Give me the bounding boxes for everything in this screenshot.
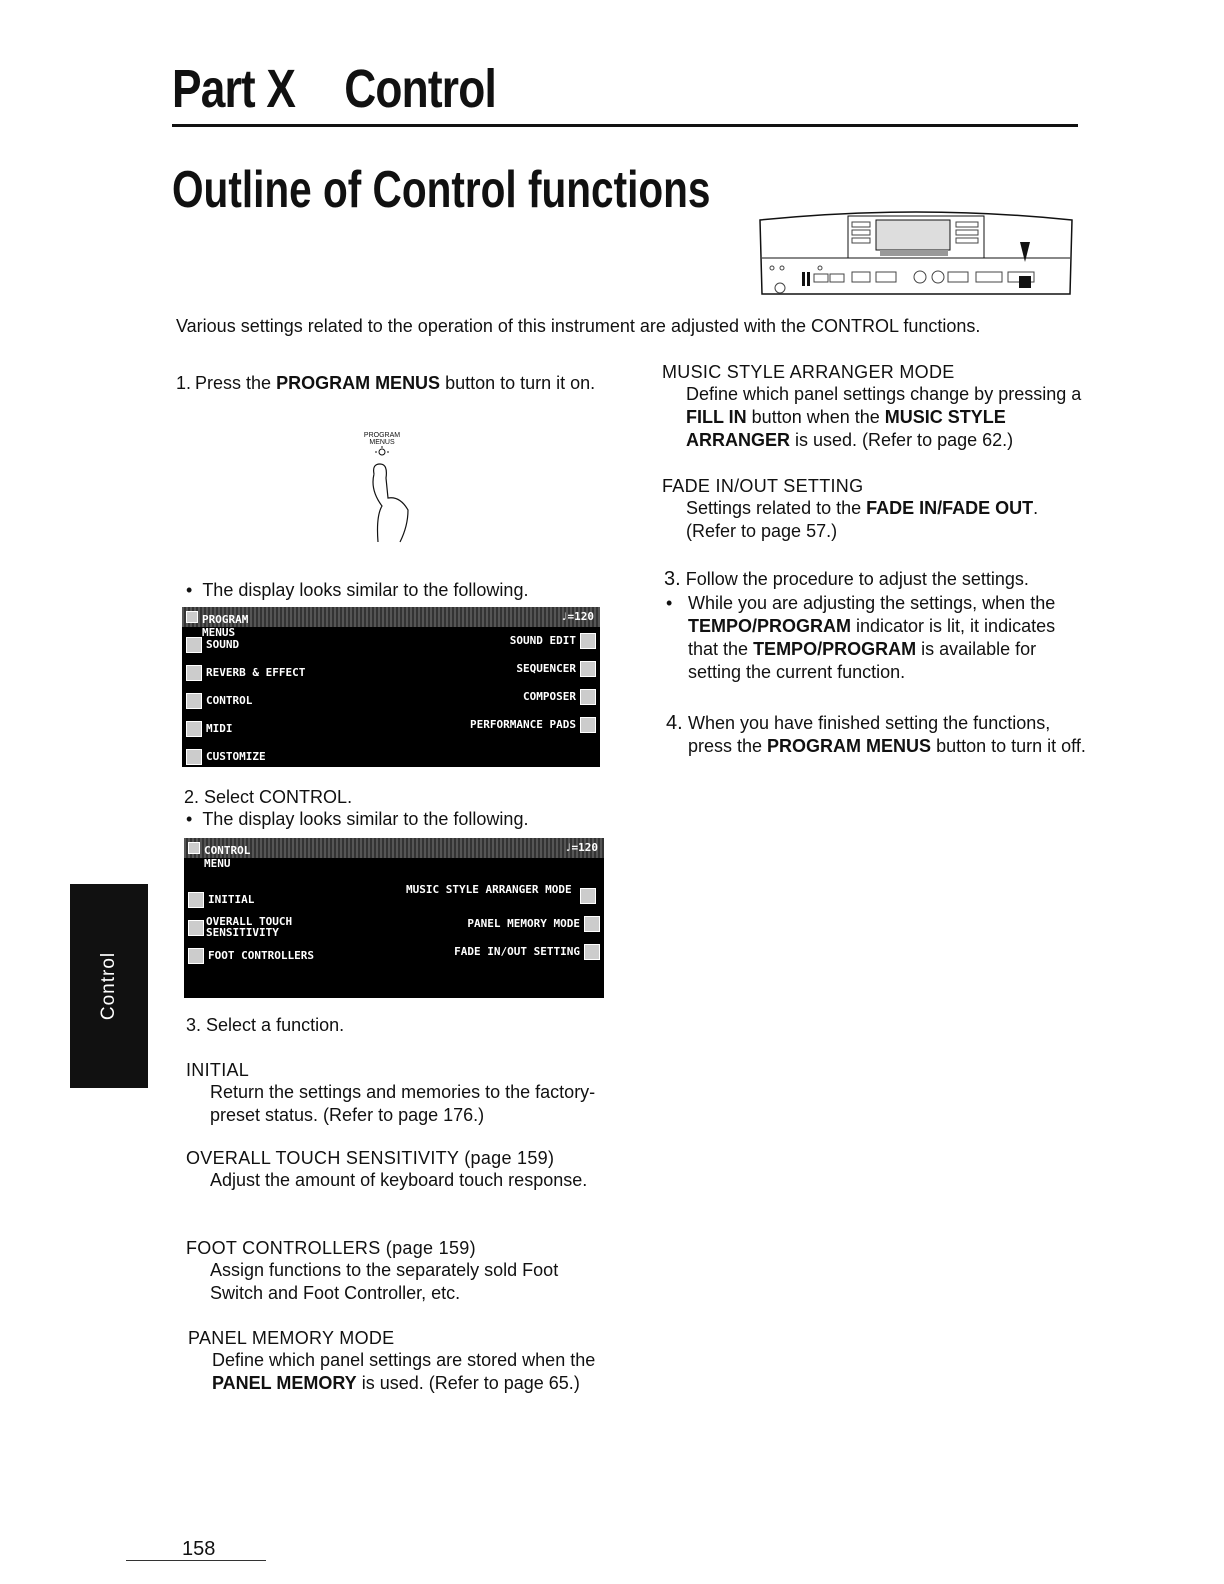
menu-icon <box>188 842 200 854</box>
menu-icon <box>186 611 198 623</box>
sequencer-icon <box>580 661 596 677</box>
menu-item-sound-edit[interactable]: SOUND EDIT <box>510 633 596 649</box>
fade-icon <box>584 944 600 960</box>
header-rule <box>172 124 1078 127</box>
foot-controllers-icon <box>188 948 204 964</box>
tempo-readout: ♩=120 <box>560 610 594 623</box>
step-1: 1. Press the PROGRAM MENUS button to turn it on. <box>176 373 596 393</box>
step-3-right: 3. Follow the procedure to adjust the settings. <box>664 568 1029 590</box>
program-menus-display <box>182 607 600 767</box>
touch-icon <box>188 920 204 936</box>
page-number: 158 <box>182 1538 216 1560</box>
menu-item-reverb-effect[interactable]: REVERB & EFFECT <box>186 665 305 681</box>
menu-item-sound[interactable]: SOUND <box>186 637 239 653</box>
control-menu-display <box>184 838 604 998</box>
midi-icon <box>186 721 202 737</box>
control-item-initial[interactable]: INITIAL <box>188 892 254 908</box>
function-panel-memory: PANEL MEMORY MODE Define which panel settings are stored when the PANEL MEMORY is used. (Refer to page 65.) <box>188 1328 596 1393</box>
display-title-bar: PROGRAM MENUS ♩=120 <box>182 607 600 627</box>
performance-pads-icon <box>580 717 596 733</box>
function-foot: FOOT CONTROLLERS (page 159) Assign functions to the separately sold Foot Switch and Foot Controller, etc. <box>186 1238 559 1303</box>
page-number-rule <box>126 1560 266 1561</box>
tempo-bullet: • While you are adjusting the settings, when the TEMPO/PROGRAM indicator is lit, it indicates that the TEMPO/PROGRAM is available for setting the current function. <box>666 593 1056 682</box>
function-fade: FADE IN/OUT SETTING Settings related to the FADE IN/FADE OUT. (Refer to page 57.) <box>662 476 1039 541</box>
step-4: 4. When you have finished setting the functions, press the PROGRAM MENUS button to turn it off. <box>666 712 1086 756</box>
sound-icon <box>186 637 202 653</box>
display-title-bar: CONTROL MENU ♩=120 <box>184 838 604 858</box>
step-2: 2. Select CONTROL. <box>184 787 353 807</box>
sound-edit-icon <box>580 633 596 649</box>
display-note-2: • The display looks similar to the following. <box>186 809 529 829</box>
keyboard-panel-illustration <box>758 202 1074 302</box>
control-icon <box>186 693 202 709</box>
part-title: Part X Control <box>172 59 496 119</box>
intro-text: Various settings related to the operation of this instrument are adjusted with the CONTROL functions. <box>176 316 981 336</box>
menu-item-performance-pads[interactable]: PERFORMANCE PADS <box>470 717 596 733</box>
initial-icon <box>188 892 204 908</box>
menu-item-control[interactable]: CONTROL <box>186 693 252 709</box>
menu-item-customize[interactable]: CUSTOMIZE <box>186 749 266 765</box>
section-title: Outline of Control functions <box>172 161 711 219</box>
section-side-tab: Control <box>70 884 148 1088</box>
tempo-readout: ♩=120 <box>564 841 598 854</box>
control-item-msa-mode[interactable]: MUSIC STYLE ARRANGER MODE <box>406 884 600 895</box>
function-initial: INITIAL Return the settings and memories to the factory-preset status. (Refer to page 176.) <box>186 1060 596 1125</box>
menu-item-composer[interactable]: COMPOSER <box>523 689 596 705</box>
control-item-panel-memory[interactable]: PANEL MEMORY MODE <box>467 916 600 932</box>
finger-press-icon <box>364 446 420 544</box>
composer-icon <box>580 689 596 705</box>
step-3-left: 3. Select a function. <box>186 1015 345 1035</box>
menu-item-midi[interactable]: MIDI <box>186 721 233 737</box>
msa-icon <box>580 888 596 904</box>
program-menus-button-label: PROGRAM MENUS <box>363 432 401 446</box>
panel-memory-icon <box>584 916 600 932</box>
control-item-fade[interactable]: FADE IN/OUT SETTING <box>454 944 600 960</box>
control-item-overall-touch[interactable]: OVERALL TOUCH SENSITIVITY <box>188 916 336 938</box>
reverb-icon <box>186 665 202 681</box>
customize-icon <box>186 749 202 765</box>
display-note-1: • The display looks similar to the following. <box>186 580 529 600</box>
menu-item-sequencer[interactable]: SEQUENCER <box>516 661 596 677</box>
function-touch: OVERALL TOUCH SENSITIVITY (page 159) Adjust the amount of keyboard touch response. <box>186 1148 588 1190</box>
function-msa-mode: MUSIC STYLE ARRANGER MODE Define which panel settings change by pressing a FILL IN button when the MUSIC STYLE ARRANGER is used. (Refer to page 62.) <box>662 362 1082 450</box>
control-item-foot-controllers[interactable]: FOOT CONTROLLERS <box>188 948 314 964</box>
